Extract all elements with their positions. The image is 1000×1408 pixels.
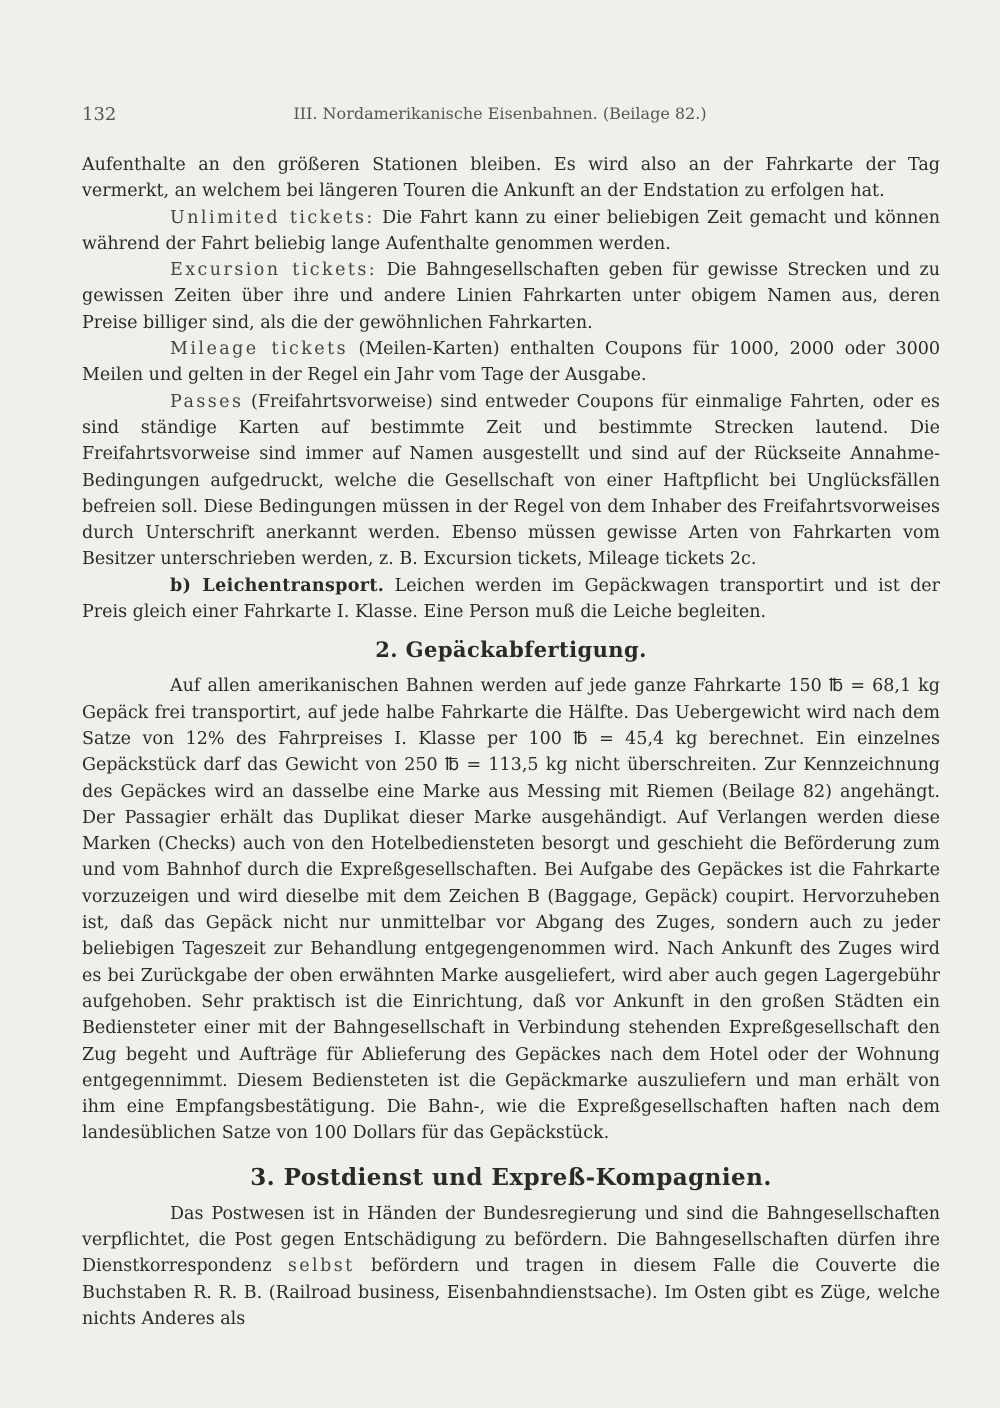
paragraph-passes bbox=[82, 389, 940, 573]
paragraph-continued: Aufenthalte an den größeren Stationen bleiben. Es wird also an der Fahrkarte der Tag vermerkt, an welchem bei längeren Touren die Ankunft an der Endstation zu erfolgen hat. bbox=[82, 155, 940, 202]
text-postdienst-b: befördern und tragen in diesem Falle die Couverte die Buchstaben R. R. B. (Railroad business, Eisenbahndienstsache). Im Osten gibt es Züge, welche nichts Anderes als bbox=[82, 1256, 940, 1329]
running-head: III. Nordamerikanische Eisenbahnen. (Beilage 82.) bbox=[293, 104, 707, 123]
paragraph-postdienst bbox=[82, 1201, 940, 1332]
section-heading-gepaeckabfertigung: 2. Gepäckabfertigung. bbox=[375, 637, 647, 663]
term-passes: Passes bbox=[170, 391, 244, 412]
text-postdienst-spaced: selbst bbox=[287, 1256, 355, 1277]
term-unlimited-tickets: Unlimited tickets: bbox=[170, 207, 375, 228]
term-excursion-tickets: Excursion tickets: bbox=[170, 260, 378, 281]
term-mileage-tickets: Mileage tickets bbox=[170, 339, 349, 360]
text-excursion-tickets: Die Bahngesellschaften geben für gewisse Strecken und zu gewissen Zeiten über ihre und andere Linien Fahrkarten unter obigem Namen aus, deren Preise billiger sind, als die der gewöhnlichen Fahrkarten. bbox=[82, 260, 940, 333]
text-unlimited-tickets: Die Fahrt kann zu einer beliebigen Zeit gemacht und können während der Fahrt beliebig lange Aufenthalte genommen werden. bbox=[82, 207, 940, 254]
text-postdienst-a: Das Postwesen ist in Händen der Bundesregierung und sind die Bahngesellschaften verpflichtet, die Post gegen Entschädigung zu befördern. Die Bahngesellschaften dürfen ihre Dienstkorrespondenz bbox=[82, 1203, 940, 1277]
subheading-leichentransport: b) Leichentransport. bbox=[170, 575, 385, 596]
page-body bbox=[82, 152, 940, 1332]
paragraph-leichentransport bbox=[82, 573, 940, 626]
paragraph-gepaeckabfertigung: Auf allen amerikanischen Bahnen werden auf jede ganze Fahrkarte 150 ℔ = 68,1 kg Gepäck frei transportirt, auf jede halbe Fahrkarte die Hälfte. Das Uebergewicht wird nach dem Satze von 12% des Fahrpreises I. Klasse per 100 ℔ = 45,4 kg berechnet. Ein einzelnes Gepäckstück darf das Gewicht von 250 ℔ = 113,5 kg nicht überschreiten. Zur Kennzeichnung des Gepäckes wird an dasselbe eine Marke aus Messing mit Riemen (Beilage 82) angehängt. Der Passagier erhält das Duplikat dieser Marke ausgehändigt. Auf Verlangen werden diese Marken (Checks) auch von den Hotelbediensteten besorgt und geschieht die Beförderung zum und vom Bahnhof durch die Expreßgesellschaften. Bei Aufgabe des Gepäckes ist die Fahrkarte vorzuzeigen und wird dieselbe mit dem Zeichen B (Baggage, Gepäck) coupirt. Hervorzuheben ist, daß das Gepäck nicht nur unmittelbar vor Abgang des Zuges, sondern auch zu jeder beliebigen Tageszeit zur Behandlung entgegengenommen wird. Nach Ankunft des Zuges wird es bei Zurückgabe der oben erwähnten Marke ausgeliefert, wird aber auch gegen Lagergebühr aufgehoben. Sehr praktisch ist die Einrichtung, daß vor Ankunft in den großen Städten ein Bediensteter einer mit der Bahngesellschaft in Verbindung stehenden Expreßgesellschaft den Zug begeht und Aufträge für Ablieferung des Gepäckes nach dem Hotel oder der Wohnung entgegennimmt. Diesem Bediensteten ist die Gepäckmarke auszuliefern und man erhält von ihm eine Empfangsbestätigung. Die Bahn-, wie die Expreßgesellschaften haften nach dem landesüblichen Satze von 100 Dollars für das Gepäckstück. bbox=[82, 676, 940, 1144]
text-passes: (Freifahrtsvorweise) sind entweder Coupons für einmalige Fahrten, oder es sind ständige Karten auf bestimmte Zeit und bestimmte Strecken lautend. Die Freifahrtsvorweise sind immer auf Namen ausgestellt und sind auf der Rückseite Annahme-Bedingungen aufgedruckt, welche die Gesellschaft von einer Haftpflicht bei Unglücksfällen befreien soll. Diese Bedingungen müssen in der Regel von dem Inhaber des Freifahrtsvorweises durch Unterschrift anerkannt werden. Ebenso müssen gewisse Arten von Fahrkarten vom Besitzer unterschrieben werden, z. B. Excursion tickets, Mileage tickets 2c. bbox=[82, 391, 940, 570]
text-mileage-tickets: (Meilen-Karten) enthalten Coupons für 1000, 2000 oder 3000 Meilen und gelten in der Regel ein Jahr vom Tage der Ausgabe. bbox=[82, 339, 940, 386]
paragraph-excursion-tickets bbox=[82, 257, 940, 336]
paragraph-unlimited-tickets bbox=[82, 205, 940, 258]
page-number: 132 bbox=[82, 104, 117, 125]
text-leichentransport: Leichen werden im Gepäckwagen transportirt und ist der Preis gleich einer Fahrkarte I. Klasse. Eine Person muß die Leiche begleiten. bbox=[82, 575, 940, 623]
page-header bbox=[82, 104, 918, 128]
section-heading-postdienst: 3. Postdienst und Expreß-Kompagnien. bbox=[250, 1163, 772, 1191]
paragraph-mileage-tickets bbox=[82, 336, 940, 389]
